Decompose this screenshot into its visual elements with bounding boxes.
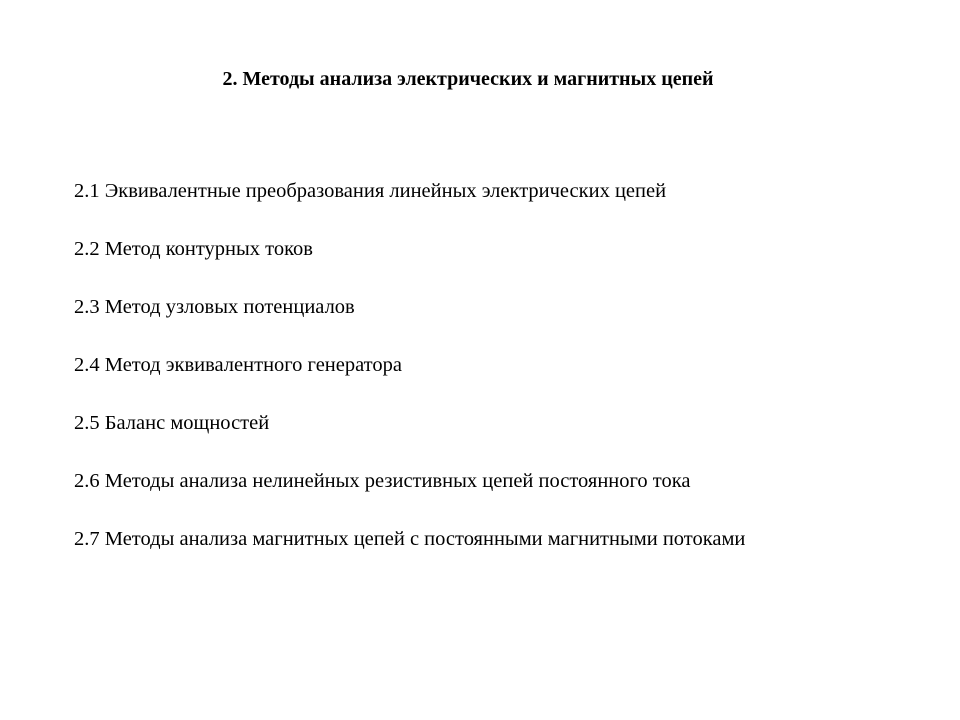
table-of-contents (74, 174, 745, 580)
toc-item-2-5: 2.5 Баланс мощностей (74, 412, 270, 434)
toc-item-2-7: 2.7 Методы анализа магнитных цепей с постоянными магнитными потоками (74, 528, 746, 550)
toc-item-2-2: 2.2 Метод контурных токов (74, 238, 313, 260)
toc-item-2-1: 2.1 Эквивалентные преобразования линейных электрических цепей (74, 180, 667, 202)
slide-title: 2. Методы анализа электрических и магнитных цепей (222, 68, 714, 90)
toc-item-2-6: 2.6 Методы анализа нелинейных резистивных цепей постоянного тока (74, 470, 691, 492)
toc-item-2-4: 2.4 Метод эквивалентного генератора (74, 354, 402, 376)
toc-item-2-3: 2.3 Метод узловых потенциалов (74, 296, 355, 318)
